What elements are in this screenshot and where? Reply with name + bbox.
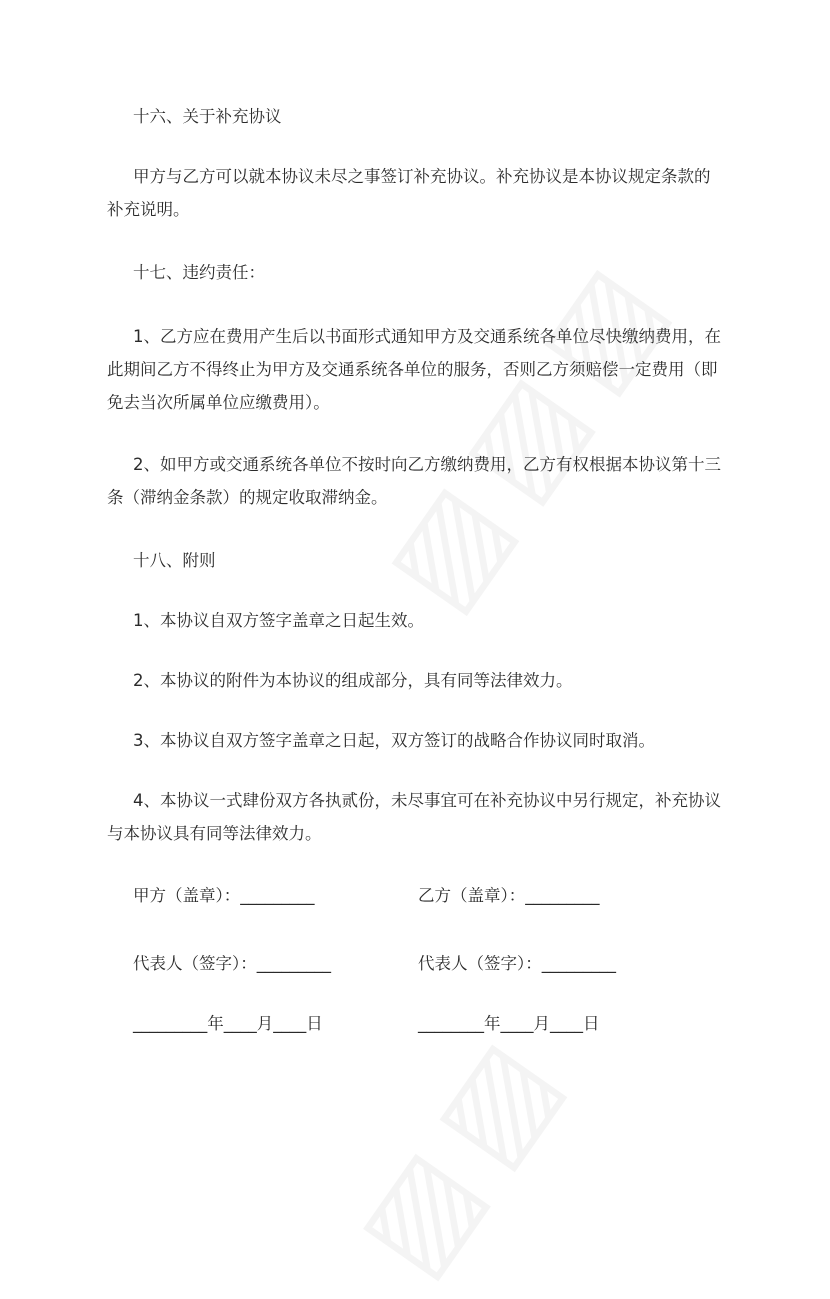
- section-18-item-3: [107, 724, 737, 757]
- section-17-item-2: [107, 448, 737, 514]
- party-a-date-field: _________年____月____日: [133, 1014, 323, 1033]
- section-16-heading: [107, 100, 737, 133]
- section-16-body: [107, 160, 737, 226]
- text-line: 甲方与乙方可以就本协议未尽之事签订补充协议。补充协议是本协议规定条款的: [133, 167, 711, 186]
- section-18-item-2: [107, 664, 737, 697]
- text-line: 1、本协议自双方签字盖章之日起生效。: [133, 611, 424, 630]
- section-17-item-1: [107, 320, 737, 419]
- text-line: 3、本协议自双方签字盖章之日起，双方签订的战略合作协议同时取消。: [133, 731, 655, 750]
- party-a-seal-field: 甲方（盖章）：_________: [133, 886, 315, 905]
- section-18-item-4: [107, 784, 737, 850]
- party-a-representative-field: 代表人（签字）：_________: [133, 954, 331, 973]
- text-line: 补充说明。: [107, 200, 190, 219]
- party-b-seal-field: 乙方（盖章）：_________: [418, 886, 600, 905]
- text-line: 免去当次所属单位应缴费用）。: [107, 393, 330, 412]
- section-18-item-1: [107, 604, 737, 637]
- text-line: 条（滞纳金条款）的规定收取滞纳金。: [107, 488, 388, 507]
- text-line: 十六、关于补充协议: [133, 107, 282, 126]
- text-line: 与本协议具有同等法律效力。: [107, 824, 322, 843]
- party-b-representative-field: 代表人（签字）：_________: [418, 954, 616, 973]
- text-line: 2、本协议的附件为本协议的组成部分，具有同等法律效力。: [133, 671, 573, 690]
- text-line: 4、本协议一式肆份双方各执贰份，未尽事宜可在补充协议中另行规定，补充协议: [133, 791, 721, 810]
- watermark: [330, 1000, 597, 1298]
- text-line: 十八、附则: [133, 551, 216, 570]
- text-line: 此期间乙方不得终止为甲方及交通系统各单位的服务，否则乙方须赔偿一定费用（即: [107, 360, 718, 379]
- text-line: 十七、违约责任：: [133, 263, 265, 282]
- section-17-heading: [107, 256, 737, 289]
- text-line: 2、如甲方或交通系统各单位不按时向乙方缴纳费用，乙方有权根据本协议第十三: [133, 455, 721, 474]
- party-b-date-field: ________年____月____日: [418, 1014, 600, 1033]
- section-18-heading: [107, 544, 737, 577]
- text-line: 1、乙方应在费用产生后以书面形式通知甲方及交通系统各单位尽快缴纳费用，在: [133, 327, 721, 346]
